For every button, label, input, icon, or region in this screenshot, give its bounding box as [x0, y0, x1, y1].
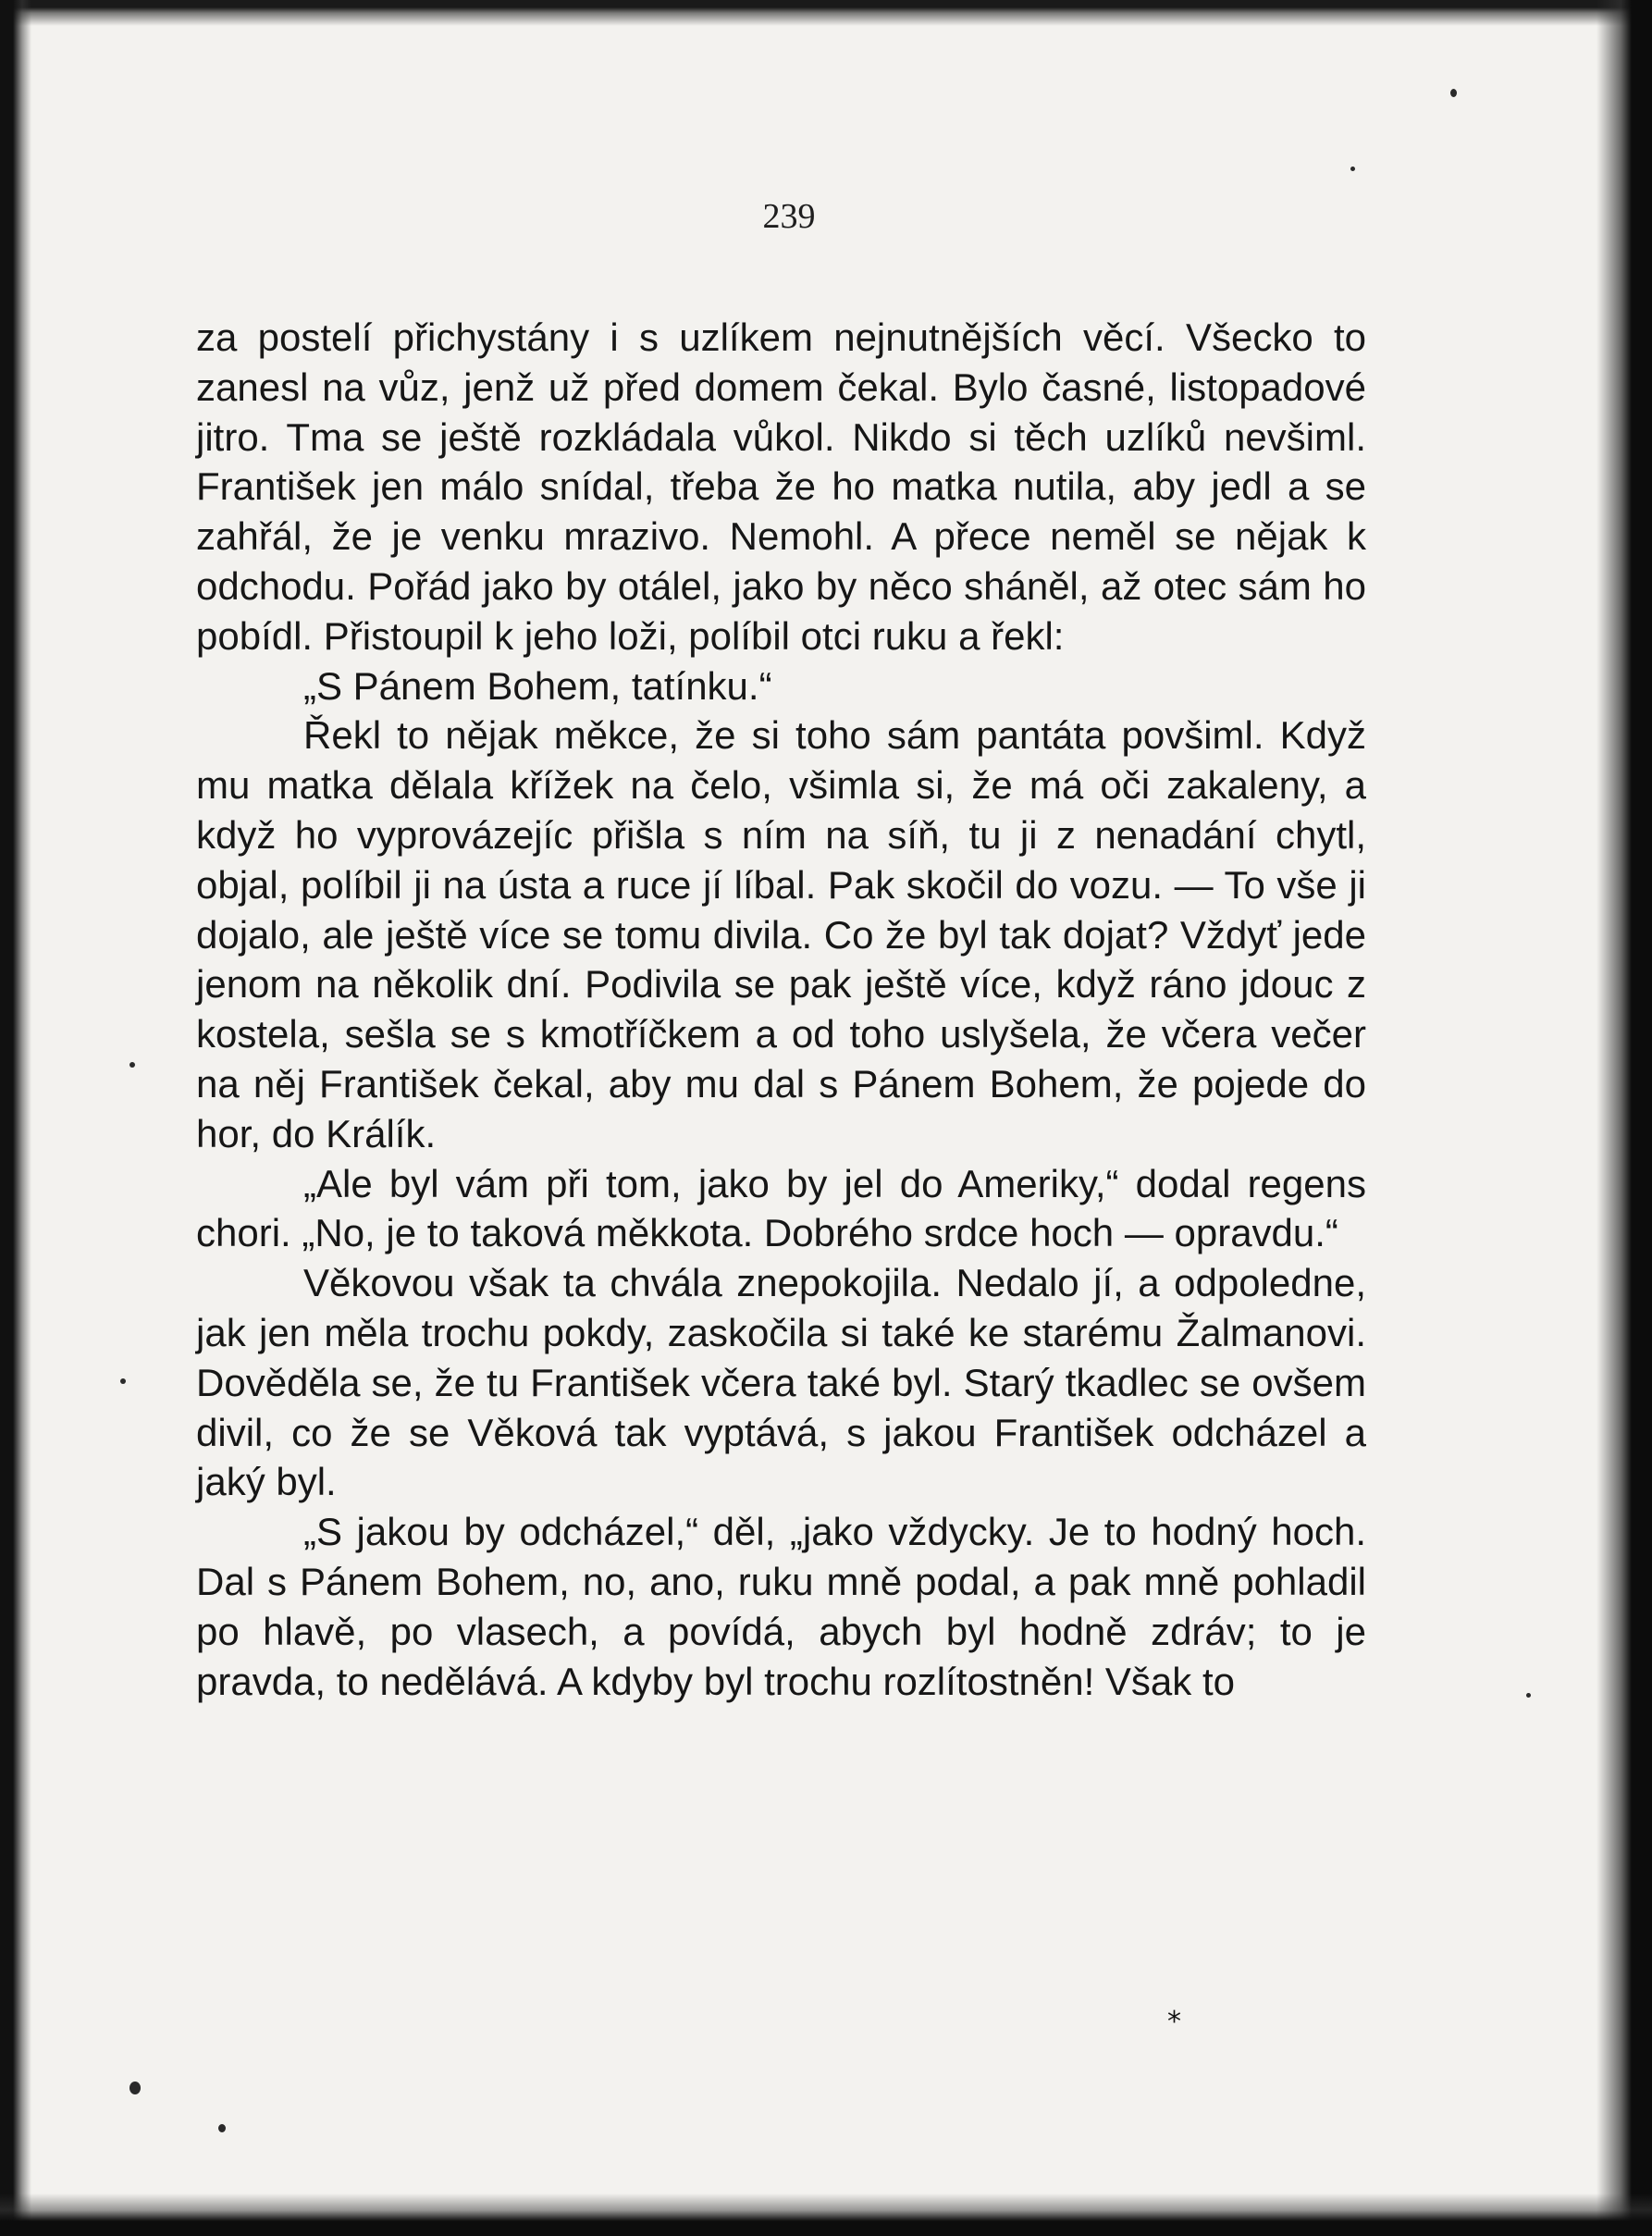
paper-speck: [1450, 89, 1457, 97]
paper-speck: [129, 2082, 141, 2094]
paragraph: Věkovou však ta chvála znepokojila. Nedalo jí, a odpoledne, jak jen měla trochu pokdy, zaskočila si také ke starému Žalmanovi. Dověděla se, že tu František včera také byl. Starý tkadlec se ovšem divil, co že se Věková tak vyptává, s jakou František odcházel a jaký byl.: [196, 1261, 1366, 1504]
scan-border-left: [0, 0, 31, 2236]
paragraph: Řekl to nějak měkce, že si toho sám pantáta povšiml. Když mu matka dělala křížek na čelo, všimla si, že má oči zakaleny, a když ho vyprovázejíc přišla s ním na síň, tu ji z nenadání chytl, objal, políbil ji na ústa a ruce jí líbal. Pak skočil do vozu. — To vše ji dojalo, ale ještě více se tomu divila. Co že byl tak dojat? Vždyť jede jenom na několik dní. Podivila se pak ještě více, když ráno jdouc z kostela, sešla se s kmotříčkem a od toho uslyšela, že včera večer na něj František čekal, aby mu dal s Pánem Bohem, že pojede do hor, do Králík.: [196, 713, 1366, 1155]
paragraph: „Ale byl vám při tom, jako by jel do Ameriky,“ dodal regens chori. „No, je to taková měkkota. Dobrého srdce hoch — opravdu.“: [196, 1161, 1366, 1255]
paper-speck: [120, 1378, 126, 1384]
asterisk-mark: *: [1167, 2006, 1181, 2038]
paper-speck: [218, 2124, 226, 2132]
paragraph: za postelí přichystány i s uzlíkem nejnutnějších věcí. Všecko to zanesl na vůz, jenž už před domem čekal. Bylo časné, listopadové jitro. Tma se ještě rozkládala vůkol. Nikdo si těch uzlíků nevšiml. František jen málo snídal, třeba že ho matka nutila, aby jedl a se zahřál, že je venku mrazivo. Nemohl. A přece neměl se nějak k odchodu. Pořád jako by otálel, jako by něco sháněl, až otec sám ho pobídl. Přistoupil k jeho loži, políbil otci ruku a řekl:: [196, 315, 1366, 658]
scan-border-right: [1597, 0, 1652, 2236]
body-text: [196, 313, 1366, 1706]
paper-speck: [1350, 167, 1355, 171]
paragraph: „S jakou by odcházel,“ děl, „jako vždycky. Je to hodný hoch. Dal s Pánem Bohem, no, ano, ruku mně podal, a pak mně pohladil po hlavě, po vlasech, a povídá, abych byl hodně zdráv; to je pravda, to nedělává. A kdyby byl trochu rozlítostněn! Však to: [196, 1510, 1366, 1703]
paper-speck: [129, 1062, 135, 1068]
paragraph: „S Pánem Bohem, tatínku.“: [303, 663, 772, 708]
scan-border-top: [0, 0, 1652, 26]
paper-speck: [1526, 1693, 1531, 1698]
scan-border-bottom: [0, 2193, 1652, 2236]
page-number: 239: [762, 197, 816, 236]
